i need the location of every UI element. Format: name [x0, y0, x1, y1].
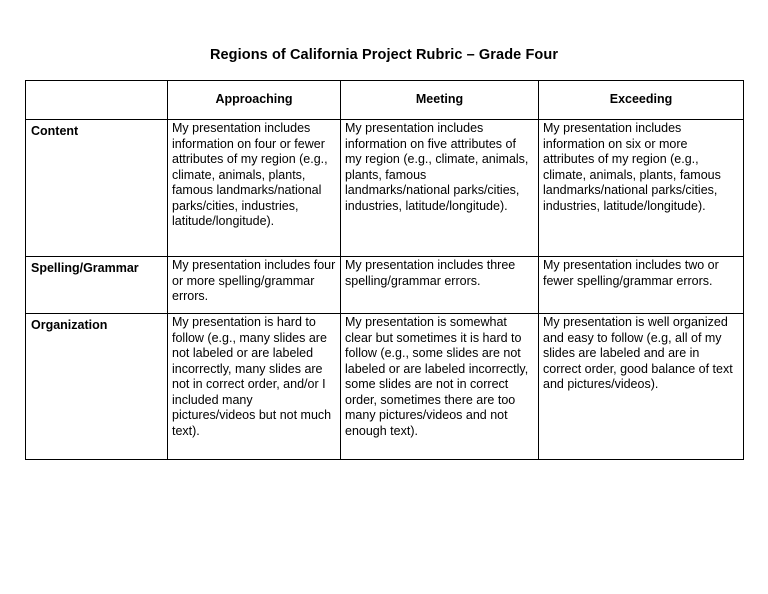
- header-meeting: Meeting: [341, 81, 539, 120]
- header-empty-cell: [26, 81, 168, 120]
- cell-spelling-meeting: My presentation includes three spelling/grammar errors.: [341, 257, 539, 314]
- table-row: [26, 257, 744, 314]
- row-label-organization: Organization: [26, 314, 168, 460]
- row-label-spelling-grammar: Spelling/Grammar: [26, 257, 168, 314]
- table-row: [26, 314, 744, 460]
- header-exceeding: Exceeding: [539, 81, 744, 120]
- table-row: [26, 120, 744, 257]
- rubric-table: [25, 80, 744, 460]
- header-approaching: Approaching: [168, 81, 341, 120]
- cell-content-exceeding: My presentation includes information on six or more attributes of my region (e.g., climate, animals, plants, famous landmarks/national parks/cities, industries, latitude/longitude).: [539, 120, 744, 257]
- cell-content-approaching: My presentation includes information on four or fewer attributes of my region (e.g., climate, animals, plants, famous landmarks/national parks/cities, industries, latitude/longitude).: [168, 120, 341, 257]
- cell-spelling-approaching: My presentation includes four or more spelling/grammar errors.: [168, 257, 341, 314]
- header-row: [26, 81, 744, 120]
- cell-spelling-exceeding: My presentation includes two or fewer spelling/grammar errors.: [539, 257, 744, 314]
- page-title: Regions of California Project Rubric – Grade Four: [209, 47, 559, 63]
- cell-organization-approaching: My presentation is hard to follow (e.g., many slides are not labeled or are labeled incorrectly, many slides are not in correct order, and/or I included many pictures/videos but not much text).: [168, 314, 341, 460]
- cell-organization-exceeding: My presentation is well organized and easy to follow (e.g, all of my slides are labeled and are in correct order, good balance of text and pictures/videos).: [539, 314, 744, 460]
- row-label-content: Content: [26, 120, 168, 257]
- cell-content-meeting: My presentation includes information on five attributes of my region (e.g., climate, animals, plants, famous landmarks/national parks/cities, industries, latitude/longitude).: [341, 120, 539, 257]
- cell-organization-meeting: My presentation is somewhat clear but sometimes it is hard to follow (e.g., some slides are not labeled or are labeled incorrectly, some slides are not in correct order, sometimes there are too many pictures/videos and not enough text).: [341, 314, 539, 460]
